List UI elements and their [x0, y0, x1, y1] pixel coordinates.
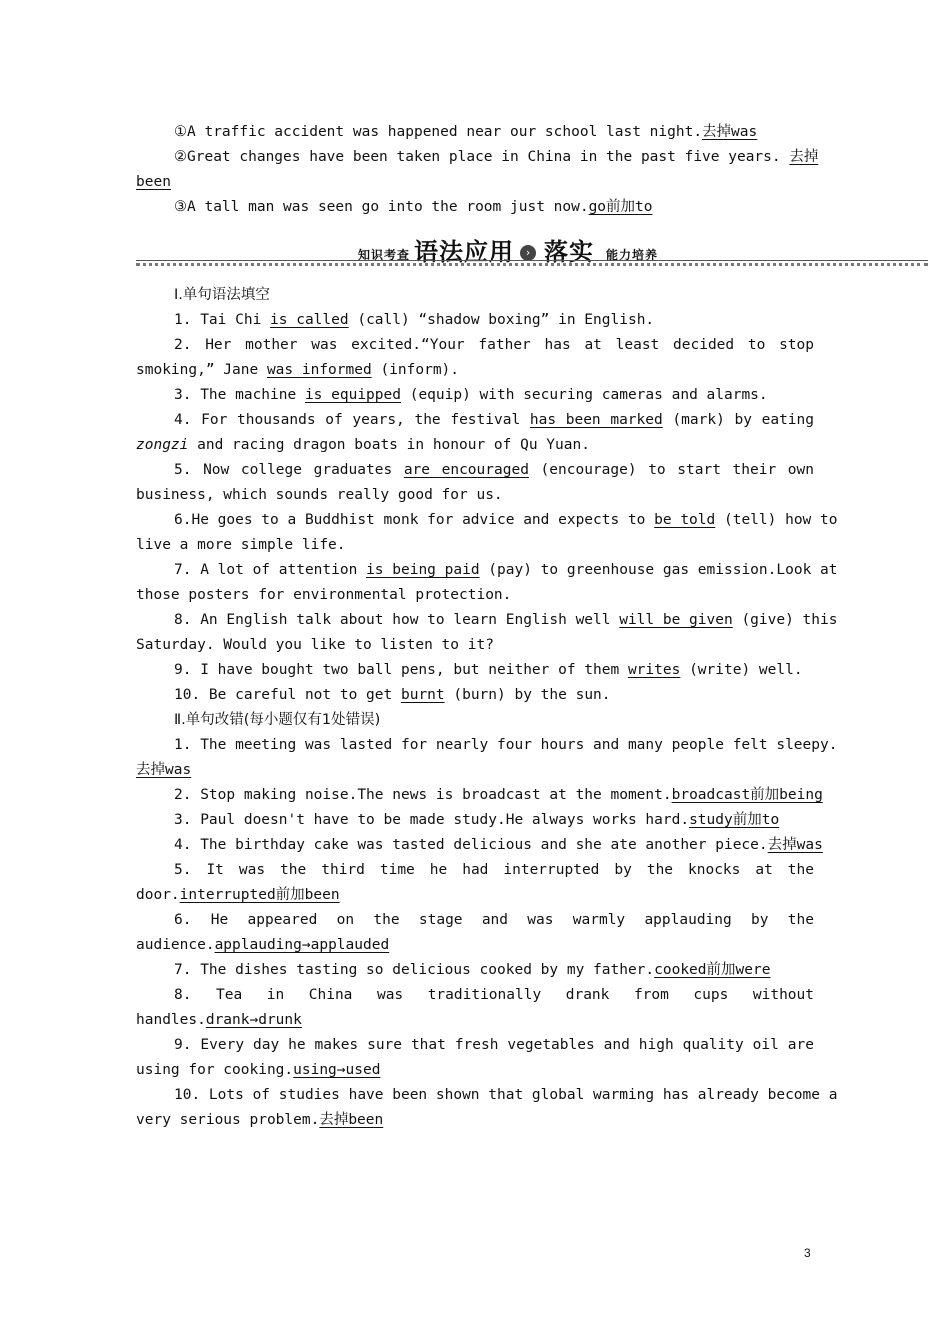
section-1-heading: Ⅰ.单句语法填空 — [174, 287, 270, 303]
question-3: 3. The machine is equipped (equip) with securing cameras and alarms. — [174, 387, 768, 403]
answer: applauding→applauded — [214, 937, 390, 953]
question-6-line-2: live a more simple life. — [136, 537, 346, 553]
correction-8-line-1: 8. Tea in China was traditionally drank from cups without — [174, 987, 814, 1003]
answer: burnt — [400, 687, 445, 703]
correction-4: 4. The birthday cake was tasted delicious and she ate another piece.去掉was — [174, 837, 823, 853]
correction-1-line-2 — [136, 758, 814, 783]
answer: writes — [627, 662, 681, 678]
question-2-line-2: smoking,” Jane was informed (inform). — [136, 362, 460, 378]
question-7-line-1: 7. A lot of attention is being paid (pay) to greenhouse gas emission.Look at — [174, 562, 838, 578]
arrow-icon: › — [520, 245, 536, 261]
correction-6-line-2: audience.applauding→applauded — [136, 937, 390, 953]
note-3: ③A tall man was seen go into the room just now.go前加to — [174, 199, 653, 215]
answer: 去掉was — [702, 124, 758, 140]
banner-divider — [136, 260, 928, 261]
correction-3: 3. Paul doesn't have to be made study.He always works hard.study前加to — [174, 812, 780, 828]
note-1: ①A traffic accident was happened near our school last night.去掉was — [174, 124, 758, 140]
correction-6-line-1: 6. He appeared on the stage and was warmly applauding by the — [174, 912, 814, 928]
answer: 去掉 — [789, 149, 819, 165]
answer: has been marked — [529, 412, 663, 428]
answer: cooked前加were — [654, 962, 771, 978]
question-10: 10. Be careful not to get burnt (burn) by the sun. — [174, 687, 611, 703]
notes-block — [136, 120, 819, 220]
banner-left-big: 语法应用 — [414, 238, 515, 266]
section-2-heading: Ⅱ.单句改错(每小题仅有1处错误) — [174, 712, 381, 728]
answer: using→used — [293, 1062, 381, 1078]
answer: been — [136, 174, 171, 190]
question-1: 1. Tai Chi is called (call) “shadow boxing” in English. — [174, 312, 655, 328]
answer: is called — [270, 312, 349, 328]
answer: broadcast前加being — [671, 787, 823, 803]
answer: is being paid — [366, 562, 480, 578]
banner-left-small: 知识考查 — [358, 248, 411, 262]
answer: interrupted前加been — [179, 887, 340, 903]
correction-5-line-1: 5. It was the third time he had interrupted by the knocks at the — [174, 862, 814, 878]
correction-10-line-1: 10. Lots of studies have been shown that global warming has already become a — [174, 1087, 838, 1103]
answer: drank→drunk — [205, 1012, 302, 1028]
banner-dotted-divider — [136, 263, 928, 266]
correction-9-line-2: using for cooking.using→used — [136, 1062, 381, 1078]
answer: is equipped — [304, 387, 401, 403]
answer: 去掉was — [136, 762, 192, 778]
banner-right-big: 落实 — [544, 238, 595, 266]
question-5-line-1: 5. Now college graduates are encouraged (encourage) to start their own — [174, 462, 814, 478]
section-banner — [136, 230, 928, 268]
correction-10-line-2: very serious problem.去掉been — [136, 1112, 384, 1128]
question-7-line-2: those posters for environmental protection. — [136, 587, 512, 603]
answer: are encouraged — [403, 462, 529, 478]
answer: be told — [654, 512, 716, 528]
section-1 — [136, 283, 838, 1133]
answer: will be given — [619, 612, 733, 628]
answer: 去掉was — [767, 837, 823, 853]
correction-7: 7. The dishes tasting so delicious cooked by my father.cooked前加were — [174, 962, 771, 978]
correction-1-line-1: 1. The meeting was lasted for nearly four hours and many people felt sleepy. — [174, 737, 838, 753]
answer: go前加to — [588, 199, 653, 215]
correction-8-line-2: handles.drank→drunk — [136, 1012, 302, 1028]
banner-right-small: 能力培养 — [606, 248, 659, 262]
question-8-line-1: 8. An English talk about how to learn English well will be given (give) this — [174, 612, 838, 628]
page-number: 3 — [804, 1246, 811, 1260]
note-2-line-2 — [136, 170, 814, 195]
question-8-line-2: Saturday. Would you like to listen to it? — [136, 637, 494, 653]
question-2-line-1: 2. Her mother was excited.“Your father has at least decided to stop — [174, 337, 814, 353]
question-4-line-2: zongzi and racing dragon boats in honour of Qu Yuan. — [136, 437, 590, 453]
question-5-line-2: business, which sounds really good for us. — [136, 487, 503, 503]
correction-2: 2. Stop making noise.The news is broadcast at the moment.broadcast前加being — [174, 787, 823, 803]
question-4-line-1: 4. For thousands of years, the festival has been marked (mark) by eating — [174, 412, 814, 428]
correction-5-line-2: door.interrupted前加been — [136, 887, 340, 903]
banner-title — [358, 232, 658, 267]
answer: study前加to — [689, 812, 780, 828]
correction-9-line-1: 9. Every day he makes sure that fresh vegetables and high quality oil are — [174, 1037, 814, 1053]
answer: 去掉been — [319, 1112, 384, 1128]
question-9: 9. I have bought two ball pens, but neither of them writes (write) well. — [174, 662, 803, 678]
note-2-line-1: ②Great changes have been taken place in China in the past five years. 去掉 — [174, 149, 819, 165]
answer: was informed — [266, 362, 372, 378]
question-6-line-1: 6.He goes to a Buddhist monk for advice and expects to be told (tell) how to — [174, 512, 838, 528]
